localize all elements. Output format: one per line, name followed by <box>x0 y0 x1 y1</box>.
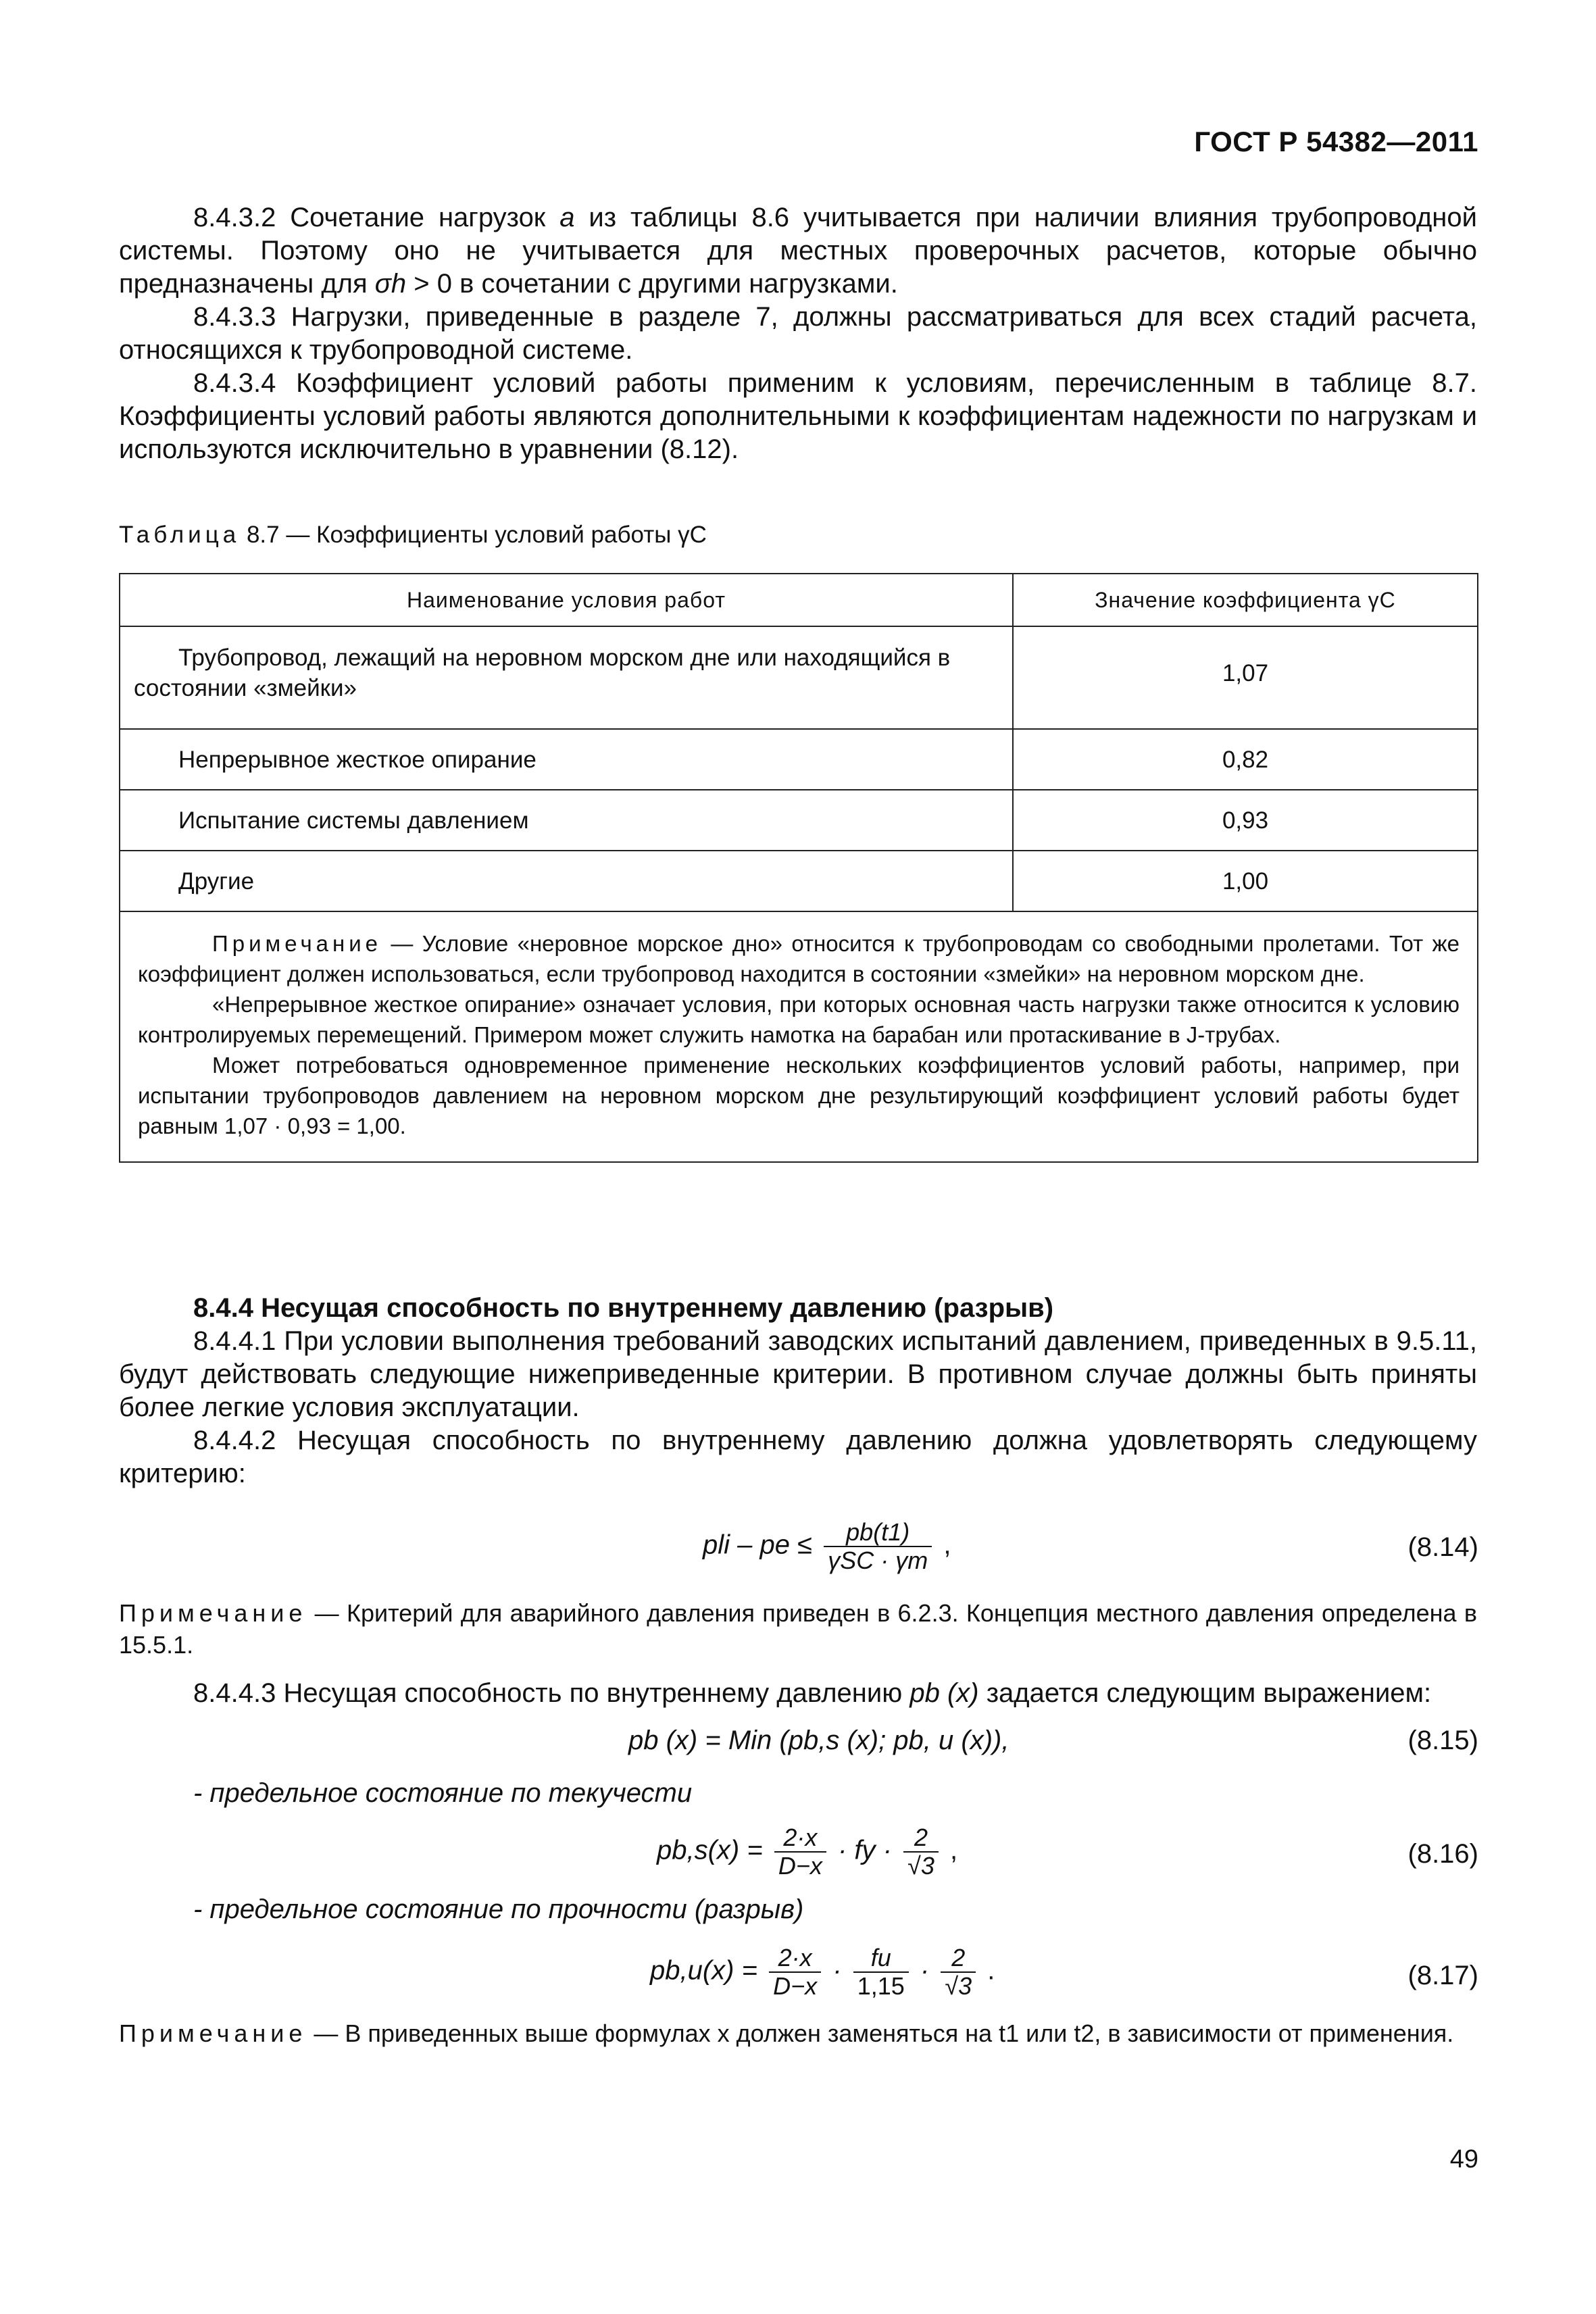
table-row <box>120 729 1478 790</box>
standard-header: ГОСТ Р 54382—2011 <box>1194 126 1478 157</box>
limit-state-burst: - предельное состояние по прочности (разрыв) <box>193 1894 804 1924</box>
condition-cell: Трубопровод, лежащий на неровном морском дне или находящийся в состоянии «змейки» <box>120 626 1013 729</box>
condition-cell: Непрерывное жесткое опирание <box>120 729 1013 790</box>
equation-8-17: pb,u(x) = $\frac{2\cdot x}{D-x}$ · $\frac{fu}{1,15}$ · $\frac{2}{√3}$ . <box>650 1944 995 2000</box>
equation-number: (8.15) <box>1407 1726 1478 1755</box>
value-cell: 1,00 <box>1013 851 1478 911</box>
condition-cell: Испытание системы давлением <box>120 790 1013 851</box>
col-header-condition: Наименование условия работ <box>120 574 1013 626</box>
table-row <box>120 851 1478 911</box>
paragraph-8-4-4-2: 8.4.4.2 Несущая способность по внутреннему давлению должна удовлетворять следующему критерию: <box>119 1426 1477 1488</box>
note-criterion: Примечание — Критерий для аварийного давления приведен в 6.2.3. Концепция местного давления определена в 15.5.1. <box>119 1599 1477 1659</box>
limit-state-yield: - предельное состояние по текучести <box>193 1778 693 1808</box>
table-row <box>120 790 1478 851</box>
paragraph-8-4-3-3: 8.4.3.3 Нагрузки, приведенные в разделе 7, должны рассматриваться для всех стадий расчета, относящихся к трубопроводной системе. <box>119 302 1477 365</box>
value-cell: 0,93 <box>1013 790 1478 851</box>
equation-8-14: pli – pe ≤ $\frac{pb(t1)}{\text{γSC · γm}}$ , <box>703 1518 951 1574</box>
section-8-4-4 <box>119 1292 1477 1490</box>
value-cell: 0,82 <box>1013 729 1478 790</box>
equation-number: (8.17) <box>1407 1961 1478 1990</box>
table-note: Примечание — Условие «неровное морское дно» относится к трубопроводам со свободными пролетами. Тот же коэффициент должен использоваться, если трубопровод находится в состоянии «змейки» на неровном морском дне. «Непрерывное жесткое опирание» означает условия, при которых основная часть нагрузки также относится к условию контролируемых перемещений. Примером может служить намотка на барабан или протаскивание в J-трубах. Может потребоваться одновременное применение нескольких коэффициентов условий работы, например, при испытании трубопроводов давлением на неровном морском дне результирующий коэффициент условий работы будет равным 1,07 · 0,93 = 1,00. <box>120 911 1478 1162</box>
note-formulas: Примечание — В приведенных выше формулах x должен заменяться на t1 или t2, в зависимости от применения. <box>119 2019 1454 2047</box>
section-heading: 8.4.4 Несущая способность по внутреннему давлению (разрыв) <box>193 1293 1054 1323</box>
equation-8-15: pb (x) = Min (pb,s (x); pb, u (x)), <box>628 1726 1009 1755</box>
table-8-7 <box>119 573 1478 1163</box>
equation-number: (8.16) <box>1407 1839 1478 1869</box>
paragraph-8-4-4-1: 8.4.4.1 При условии выполнения требований заводских испытаний давлением, приведенных в 9.5.11, будут действовать следующие нижеприведенные критерии. В противном случае должны быть приняты более легкие условия эксплуатации. <box>119 1326 1477 1422</box>
paragraph-8-4-3-2: 8.4.3.2 Сочетание нагрузок a из таблицы 8.6 учитывается при наличии влияния трубопроводной системы. Поэтому оно не учитывается для местных проверочных расчетов, которые обычно предназначены для σh > 0 в сочетании с другими нагрузками. <box>119 203 1477 299</box>
page-number: 49 <box>1449 2145 1478 2173</box>
value-cell: 1,07 <box>1013 626 1478 729</box>
equation-8-16: pb,s(x) = $\frac{2\cdot x}{D-x}$ · fy · $\frac{2}{√3}$ , <box>657 1823 958 1880</box>
col-header-value: Значение коэффициента γC <box>1013 574 1478 626</box>
table-row <box>120 626 1478 729</box>
paragraph-8-4-3-4: 8.4.3.4 Коэффициент условий работы применим к условиям, перечисленным в таблице 8.7. Коэффициенты условий работы являются дополнительными к коэффициентам надежности по нагрузкам и используются исключительно в уравнении (8.12). <box>119 368 1477 464</box>
paragraph-8-4-4-3: 8.4.4.3 Несущая способность по внутреннему давлению pb (x) задается следующим выражением: <box>193 1678 1432 1708</box>
condition-cell: Другие <box>120 851 1013 911</box>
top-paragraphs <box>119 201 1477 466</box>
equation-number: (8.14) <box>1407 1532 1478 1562</box>
table-caption: Таблица 8.7 — Коэффициенты условий работы γC <box>119 522 707 548</box>
